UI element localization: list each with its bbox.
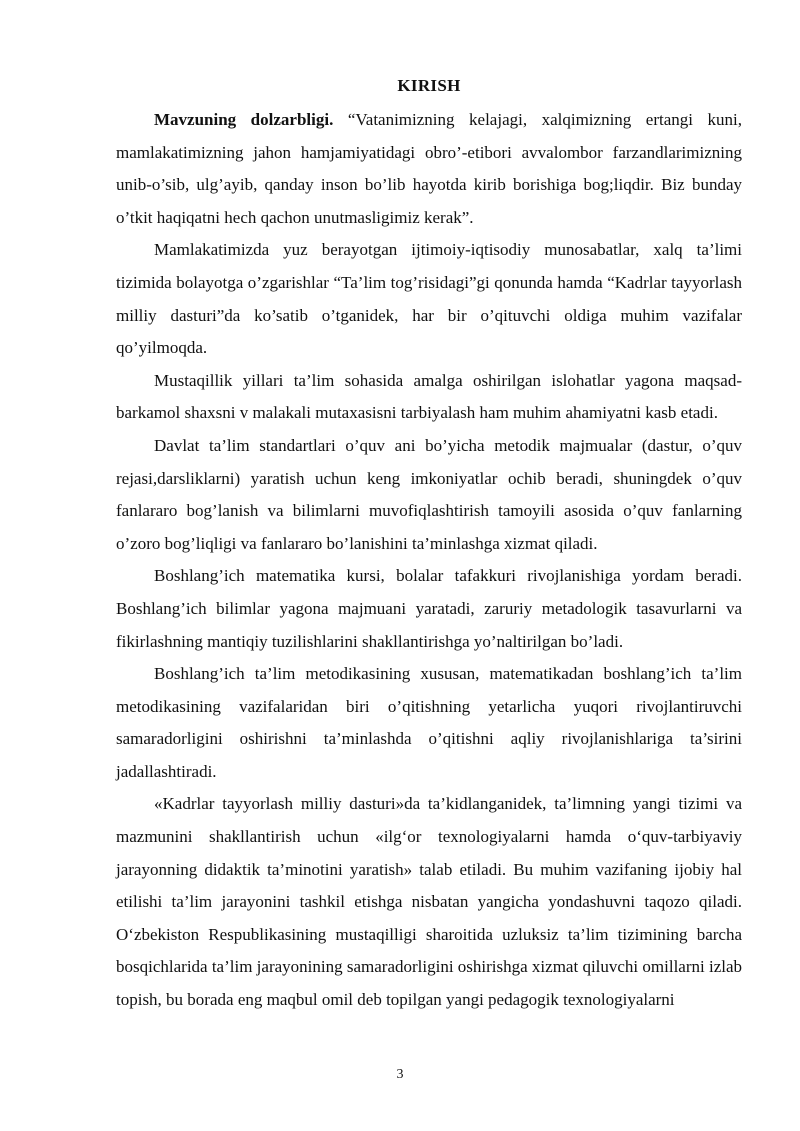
paragraph-text: “Vatanimizning kelajagi, xalqimizning ertangi kuni, mamlakatimizning jahon hamjamiyatidagi obro’-etibori avvalombor farzandlarimizning unib-o’sib, ulg’ayib, qanday inson bo’lib hayotda kirib borishiga bog;liqdir. Biz bunday o’tkit haqiqatni hech qachon unutmasligimiz kerak”. — [116, 110, 742, 227]
paragraph — [116, 560, 742, 658]
paragraph-text: «Kadrlar tayyorlash milliy dasturi»da ta’kidlanganidek, ta’limning yangi tizimi va mazmunini shakllantirish uchun «ilg‘or texnologiyalarni hamda o‘quv-tarbiyaviy jarayonning didaktik ta’minotini yaratish» talab etiladi. Bu muhim vazifaning ijobiy hal etilishi ta’lim jarayonini tashkil etishga nisbatan yangicha yondashuvni taqozo qiladi. O‘zbekiston Respublikasining mustaqilligi sharoitida uzluksiz ta’lim tizimining barcha bosqichlarida ta’lim jarayonining samaradorligini oshirishga xizmat qiluvchi omillarni izlab topish, bu borada eng maqbul omil deb topilgan yangi pedagogik texnologiyalarni — [116, 794, 743, 1010]
paragraph — [116, 365, 742, 430]
paragraph-text: Mamlakatimizda yuz berayotgan ijtimoiy-iqtisodiy munosabatlar, xalq ta’limi tizimida bolayotga o’zgarishlar “Ta’lim tog’risidagi”gi qonunda hamda “Kadrlar tayyorlash milliy dasturi”da ko’satib o’tganidek, har bir o’qituvchi oldiga muhim vazifalar qo’yilmoqda. — [116, 240, 742, 358]
paragraph-text: Davlat ta’lim standartlari o’quv ani bo’yicha metodik majmualar (dastur, o’quv rejasi,darsliklarni) yaratish uchun keng imkoniyatlar ochib beradi, shuningdek o’quv fanlararo bog’lanish va bilimlarni muvofiqlashtirish tamoyili asosida o’quv fanlarning o’zoro bog’liqligi va fanlararo bo’lanishini ta’minlashga xizmat qiladi. — [116, 435, 742, 553]
paragraph — [116, 658, 742, 788]
page-title: KIRISH — [397, 76, 461, 95]
paragraph — [116, 788, 742, 1016]
paragraph-text: Boshlang’ich ta’lim metodikasining xususan, matematikadan boshlang’ich ta’lim metodikasining vazifalaridan biri o’qitishning yetarlicha yuqori rivojlantiruvchi samaradorligini oshirishni ta’minlashda o’qitishni aqliy rivojlanishlariga ta’sirini jadallashtiradi. — [116, 664, 742, 781]
paragraph-lead: Mavzuning dolzarbligi. — [154, 110, 334, 129]
page-number: 3 — [396, 1067, 404, 1082]
paragraph-relevance — [116, 104, 742, 234]
paragraph — [116, 430, 742, 560]
page-body — [116, 76, 742, 1017]
paragraph-text: Mustaqillik yillari ta’lim sohasida amalga oshirilgan islohatlar yagona maqsad-barkamol shaxsni v malakali mutaxasisni tarbiyalash ham muhim ahamiyatni kasb etadi. — [116, 370, 742, 423]
paragraph — [116, 234, 742, 364]
paragraph-text: Boshlang’ich matematika kursi, bolalar tafakkuri rivojlanishiga yordam beradi. Boshlang’ich bilimlar yagona majmuani yaratadi, zaruriy metadologik tasavurlarni va fikirlashning mantiqiy tuzilishlarini shakllantirishga yo’naltirilgan bo’ladi. — [116, 566, 742, 651]
